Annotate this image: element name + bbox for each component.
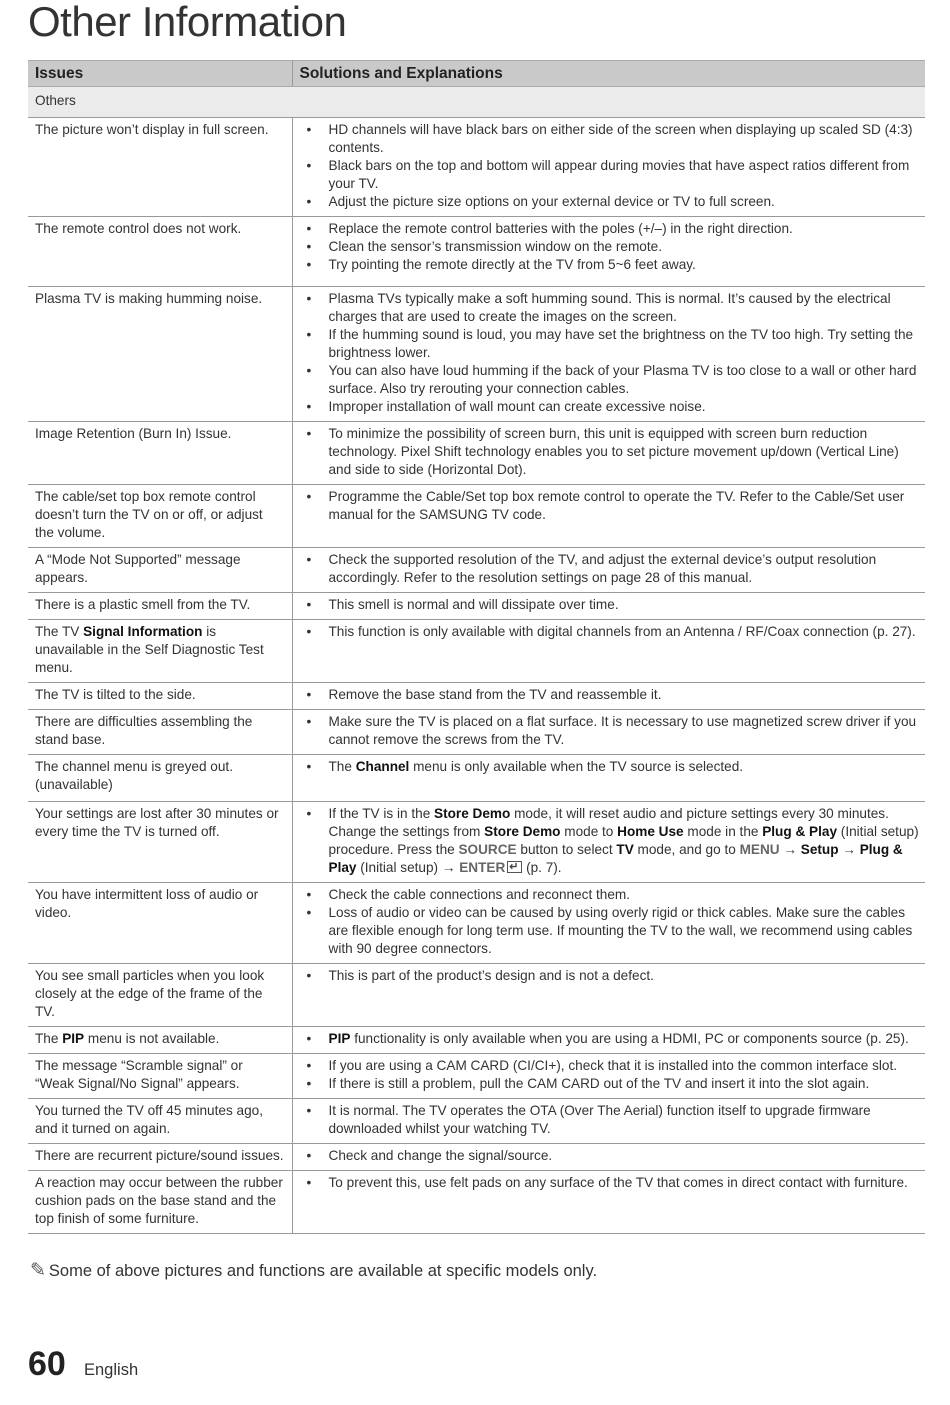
solution-bullet: • This function is only available with digital channels from an Antenna / RF/Coax connection (p. 27). <box>307 623 922 641</box>
issue-cell: The remote control does not work. <box>28 217 292 287</box>
table-row <box>28 683 925 710</box>
solution-cell <box>292 1171 925 1234</box>
solution-cell <box>292 217 925 287</box>
issue-cell: The message “Scramble signal” or “Weak Signal/No Signal” appears. <box>28 1054 292 1099</box>
issue-cell: You see small particles when you look closely at the edge of the frame of the TV. <box>28 964 292 1027</box>
table-row <box>28 755 925 802</box>
solution-cell <box>292 118 925 217</box>
issue-cell: There are recurrent picture/sound issues. <box>28 1144 292 1171</box>
solution-cell <box>292 802 925 883</box>
table-row <box>28 1099 925 1144</box>
solution-bullet: • Check the cable connections and reconnect them. <box>307 886 922 904</box>
solution-bullet: • Improper installation of wall mount can create excessive noise. <box>307 398 922 416</box>
table-header-row <box>28 61 925 87</box>
issue-cell: There are difficulties assembling the stand base. <box>28 710 292 755</box>
issue-cell: You have intermittent loss of audio or video. <box>28 883 292 964</box>
footnote <box>30 1259 597 1282</box>
issue-cell: A “Mode Not Supported” message appears. <box>28 548 292 593</box>
solution-bullet: • Programme the Cable/Set top box remote control to operate the TV. Refer to the Cable/Set user manual for the SAMSUNG TV code. <box>307 488 922 524</box>
solution-bullet: • It is normal. The TV operates the OTA (Over The Aerial) function itself to upgrade firmware downloaded whilst your watching TV. <box>307 1102 922 1138</box>
table-row <box>28 1144 925 1171</box>
solution-bullet: • You can also have loud humming if the back of your Plasma TV is too close to a wall or other hard surface. Also try rerouting your connection cables. <box>307 362 922 398</box>
page-title: Other Information <box>28 0 347 45</box>
issue-cell: The picture won’t display in full screen. <box>28 118 292 217</box>
issue-cell: Image Retention (Burn In) Issue. <box>28 422 292 485</box>
section-label: Others <box>28 87 925 118</box>
issue-cell: The PIP menu is not available. <box>28 1027 292 1054</box>
table-row <box>28 710 925 755</box>
solution-bullet: • Replace the remote control batteries with the poles (+/–) in the right direction. <box>307 220 922 238</box>
solution-cell <box>292 683 925 710</box>
solution-cell <box>292 755 925 802</box>
troubleshooting-table <box>28 60 925 1234</box>
solution-bullet: • This smell is normal and will dissipate over time. <box>307 596 922 614</box>
table-row <box>28 485 925 548</box>
issue-cell: A reaction may occur between the rubber cushion pads on the base stand and the top finish of some furniture. <box>28 1171 292 1234</box>
footnote-text: Some of above pictures and functions are available at specific models only. <box>48 1262 598 1280</box>
table-row <box>28 620 925 683</box>
table-row <box>28 1027 925 1054</box>
table-row <box>28 548 925 593</box>
issue-cell: The channel menu is greyed out. (unavailable) <box>28 755 292 802</box>
page-number: 60 <box>28 1345 66 1383</box>
solution-cell <box>292 1144 925 1171</box>
solution-cell <box>292 422 925 485</box>
solution-bullet: • This is part of the product’s design and is not a defect. <box>307 967 922 985</box>
table-row <box>28 964 925 1027</box>
issue-cell: You turned the TV off 45 minutes ago, and it turned on again. <box>28 1099 292 1144</box>
solution-bullet: • If there is still a problem, pull the CAM CARD out of the TV and insert it into the slot again. <box>307 1075 922 1093</box>
issue-cell: The TV Signal Information is unavailable in the Self Diagnostic Test menu. <box>28 620 292 683</box>
issue-cell: Your settings are lost after 30 minutes or every time the TV is turned off. <box>28 802 292 883</box>
solution-bullet: • Remove the base stand from the TV and reassemble it. <box>307 686 922 704</box>
solution-bullet: • Loss of audio or video can be caused by using overly rigid or thick cables. Make sure the cables are flexible enough for long term use. If mounting the TV to the wall, we recommend using cables with 90 degree connectors. <box>307 904 922 958</box>
table-row <box>28 287 925 422</box>
solution-bullet: • Clean the sensor’s transmission window on the remote. <box>307 238 922 256</box>
solution-cell <box>292 883 925 964</box>
table-row <box>28 1171 925 1234</box>
page-language: English <box>84 1361 139 1379</box>
column-header-solutions: Solutions and Explanations <box>292 61 925 87</box>
solution-bullet: • To minimize the possibility of screen burn, this unit is equipped with screen burn reduction technology. Pixel Shift technology enables you to set picture movement up/down (Vertical Line) and side to side (Horizontal Dot). <box>307 425 922 479</box>
solution-bullet: • PIP functionality is only available when you are using a HDMI, PC or components source (p. 25). <box>307 1030 922 1048</box>
table-row <box>28 1054 925 1099</box>
solution-bullet: • The Channel menu is only available when the TV source is selected. <box>307 758 922 776</box>
solution-cell <box>292 1027 925 1054</box>
solution-bullet: • Plasma TVs typically make a soft humming sound. This is normal. It’s caused by the electrical charges that are used to create the images on the screen. <box>307 290 922 326</box>
solution-bullet: • Adjust the picture size options on your external device or TV to full screen. <box>307 193 922 211</box>
issue-cell: There is a plastic smell from the TV. <box>28 593 292 620</box>
solution-bullet: • Try pointing the remote directly at the TV from 5~6 feet away. <box>307 256 922 274</box>
solution-cell <box>292 710 925 755</box>
solution-cell <box>292 964 925 1027</box>
solution-cell <box>292 620 925 683</box>
solution-bullet: • Check the supported resolution of the TV, and adjust the external device’s output resolution accordingly. Refer to the resolution settings on page 28 of this manual. <box>307 551 922 587</box>
table-row <box>28 422 925 485</box>
table-row <box>28 217 925 287</box>
table-row <box>28 802 925 883</box>
issue-cell: The cable/set top box remote control doesn’t turn the TV on or off, or adjust the volume. <box>28 485 292 548</box>
table-row <box>28 118 925 217</box>
column-header-issues: Issues <box>28 61 292 87</box>
solution-cell <box>292 485 925 548</box>
solution-cell <box>292 548 925 593</box>
solution-bullet: • Check and change the signal/source. <box>307 1147 922 1165</box>
solution-bullet: • Make sure the TV is placed on a flat surface. It is necessary to use magnetized screw driver if you cannot remove the screws from the TV. <box>307 713 922 749</box>
pencil-note-icon: ✎ <box>30 1260 46 1281</box>
solution-bullet: • If you are using a CAM CARD (CI/CI+), check that it is installed into the common interface slot. <box>307 1057 922 1075</box>
solution-cell <box>292 1054 925 1099</box>
solution-bullet: • If the humming sound is loud, you may have set the brightness on the TV too high. Try setting the brightness lower. <box>307 326 922 362</box>
solution-cell <box>292 1099 925 1144</box>
solution-cell <box>292 287 925 422</box>
solution-bullet: • Black bars on the top and bottom will appear during movies that have aspect ratios different from your TV. <box>307 157 922 193</box>
issue-cell: Plasma TV is making humming noise. <box>28 287 292 422</box>
solution-bullet: • If the TV is in the Store Demo mode, it will reset audio and picture settings every 30 minutes. Change the settings from Store Demo mode to Home Use mode in the Plug & Play (Initial setup) procedure. Press the SOURCE button to select TV mode, and go to MENU → Setup → Plug & Play (Initial setup) → ENTER↵ (p. 7). <box>307 805 922 877</box>
solution-bullet: • To prevent this, use felt pads on any surface of the TV that comes in direct contact with furniture. <box>307 1174 922 1192</box>
section-row <box>28 87 925 118</box>
table-row <box>28 883 925 964</box>
solution-bullet: • HD channels will have black bars on either side of the screen when displaying up scaled SD (4:3) contents. <box>307 121 922 157</box>
table-row <box>28 593 925 620</box>
issue-cell: The TV is tilted to the side. <box>28 683 292 710</box>
enter-icon <box>507 861 522 873</box>
solution-cell <box>292 593 925 620</box>
